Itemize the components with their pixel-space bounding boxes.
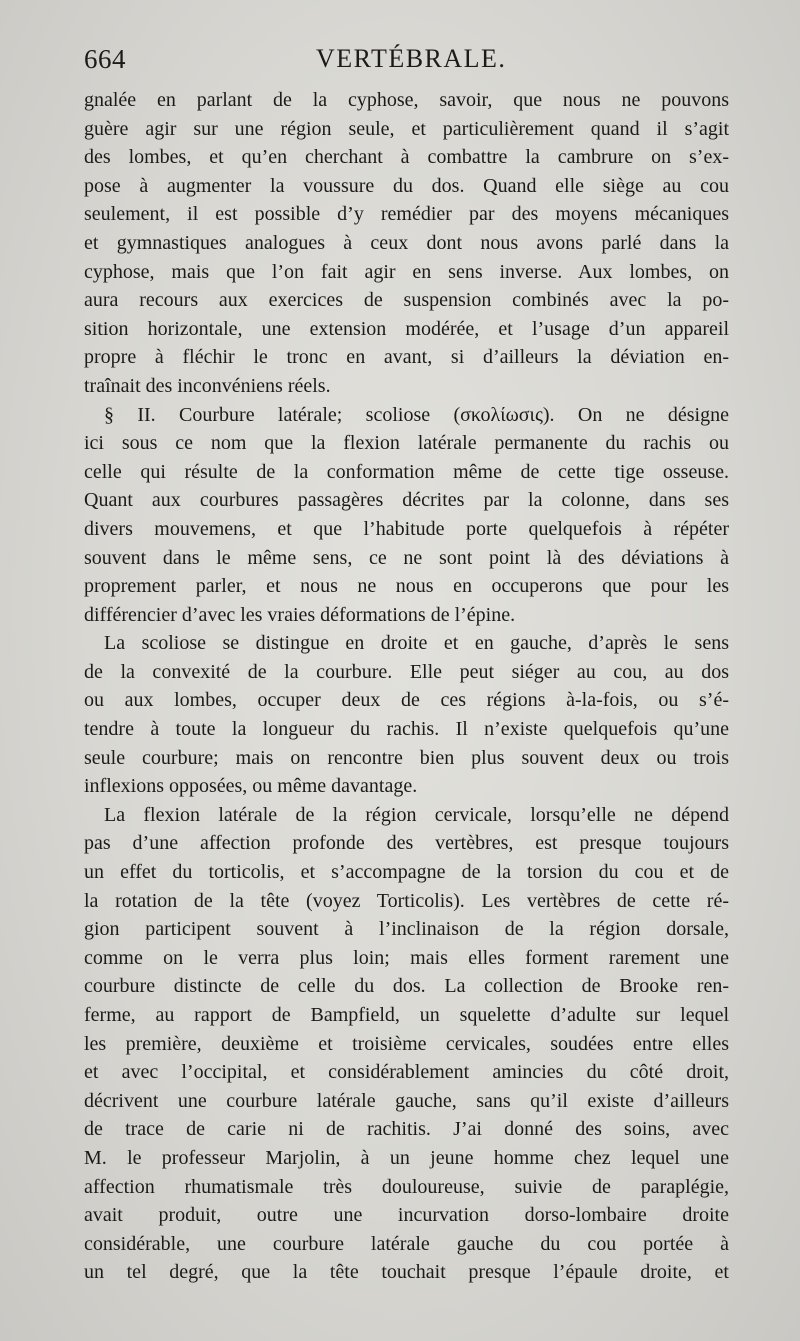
text-line: affection rhumatismale très douloureuse, suivie de paraplégie, [84, 1175, 729, 1198]
text-line: un effet du torticolis, et s’accompagne de la torsion du cou et de [84, 861, 729, 884]
text-line: courbure distincte de celle du dos. La collection de Brooke ren- [84, 975, 729, 998]
text-line: propre à fléchir le tronc en avant, si d’ailleurs la déviation en- [84, 346, 729, 369]
text-line: pas d’une affection profonde des vertèbres, est presque toujours [84, 832, 729, 855]
text-line: gnalée en parlant de la cyphose, savoir, que nous ne pouvons [84, 89, 729, 111]
text-line: différencier d’avec les vraies déformations de l’épine. [84, 603, 516, 626]
text-line: décrivent une courbure latérale gauche, sans qu’il existe d’ailleurs [84, 1089, 729, 1112]
text-line: et gymnastiques analogues à ceux dont nous avons parlé dans la [84, 231, 729, 254]
text-line: considérable, une courbure latérale gauche du cou portée à [84, 1232, 729, 1255]
text-line: seulement, il est possible d’y remédier par des moyens mécaniques [84, 203, 729, 226]
text-line: traînait des inconvéniens réels. [84, 374, 331, 397]
page-header [84, 44, 729, 78]
text-line: un tel degré, que la tête touchait presque l’épaule droite, et [84, 1261, 729, 1284]
section-heading-line: § II. Courbure latérale; scoliose (σκολίωσις). On ne désigne [104, 403, 729, 426]
text-line: sition horizontale, une extension modérée, et l’usage d’un appareil [84, 317, 729, 340]
text-line: la rotation de la tête (voyez Torticolis). Les vertèbres de cette ré- [84, 889, 729, 912]
text-line: cyphose, mais que l’on fait agir en sens inverse. Aux lombes, on [84, 260, 729, 283]
text-line: tendre à toute la longueur du rachis. Il n’existe quelquefois qu’une [84, 718, 729, 741]
text-line: de trace de carie ni de rachitis. J’ai donné des soins, avec [84, 1118, 729, 1141]
text-line: pose à augmenter la voussure du dos. Quand elle siège au cou [84, 174, 729, 197]
text-line: comme on le verra plus loin; mais elles forment rarement une [84, 946, 729, 969]
text-line: ferme, au rapport de Bampfield, un squelette d’adulte sur lequel [84, 1004, 729, 1026]
text-line: seule courbure; mais on rencontre bien plus souvent deux ou trois [84, 746, 729, 769]
text-line: inflexions opposées, ou même davantage. [84, 775, 418, 798]
text-line: La flexion latérale de la région cervicale, lorsqu’elle ne dépend [104, 803, 729, 826]
text-line: des lombes, et qu’en cherchant à combattre la cambrure on s’ex- [84, 146, 729, 169]
page-number: 664 [84, 44, 126, 74]
text-line: aura recours aux exercices de suspension combinés avec la po- [84, 289, 729, 312]
text-line: gion participent souvent à l’inclinaison de la région dorsale, [84, 918, 729, 941]
text-line: et avec l’occipital, et considérablement amincies du côté droit, [84, 1061, 729, 1084]
body-text [84, 86, 729, 1287]
text-line: guère agir sur une région seule, et particulièrement quand il s’agit [84, 117, 729, 140]
text-line: ou aux lombes, occuper deux de ces régions à-la-fois, ou s’é- [84, 689, 729, 712]
text-line: de la convexité de la courbure. Elle peut siéger au cou, au dos [84, 660, 729, 683]
text-line: celle qui résulte de la conformation même de cette tige osseuse. [84, 460, 729, 483]
text-line: proprement parler, et nous ne nous en occuperons que pour les [84, 575, 729, 598]
text-line: Quant aux courbures passagères décrites par la colonne, dans ses [84, 489, 729, 512]
text-line: les première, deuxième et troisième cervicales, soudées entre elles [84, 1032, 729, 1055]
text-line: ici sous ce nom que la flexion latérale permanente du rachis ou [84, 432, 729, 455]
text-line: M. le professeur Marjolin, à un jeune homme chez lequel une [84, 1146, 729, 1169]
text-line: avait produit, outre une incurvation dorso-lombaire droite [84, 1204, 729, 1227]
running-title: VERTÉBRALE. [316, 44, 507, 73]
text-line: La scoliose se distingue en droite et en gauche, d’après le sens [104, 632, 729, 655]
text-line: divers mouvemens, et que l’habitude porte quelquefois à répéter [84, 517, 729, 540]
text-line: souvent dans le même sens, ce ne sont point là des déviations à [84, 546, 729, 569]
